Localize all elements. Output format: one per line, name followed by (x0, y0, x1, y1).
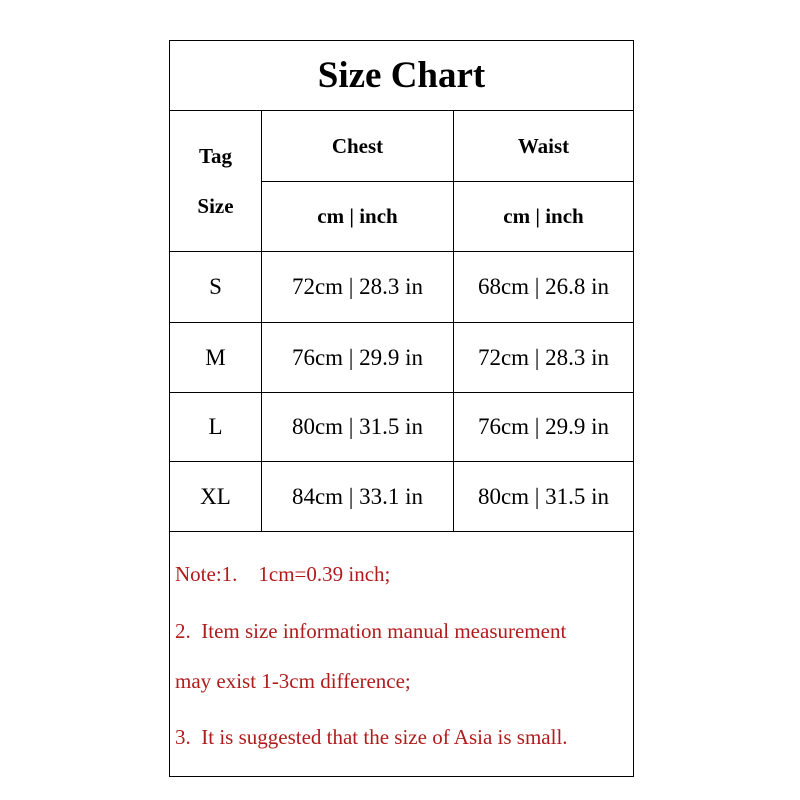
note-line-2: 2. Item size information manual measurement (175, 619, 567, 643)
waist-cell-s: 68cm | 26.8 in (477, 274, 610, 299)
note-line-3: may exist 1-3cm difference; (175, 669, 411, 693)
size-cell-m: M (205, 344, 226, 370)
waist-cell-xl: 80cm | 31.5 in (477, 483, 610, 509)
waist-unit-header: cm | inch (503, 204, 584, 228)
size-cell-s: S (209, 274, 222, 299)
chart-title: Size Chart (170, 41, 633, 111)
chest-cell-s: 72cm | 28.3 in (291, 274, 424, 299)
waist-cell-m: 72cm | 28.3 in (477, 344, 610, 370)
size-cell-xl: XL (200, 483, 231, 509)
size-cell-l: L (208, 414, 223, 439)
note-line-4: 3. It is suggested that the size of Asia is small. (175, 725, 568, 749)
chest-cell-l: 80cm | 31.5 in (291, 414, 424, 439)
chest-unit-header: cm | inch (317, 204, 398, 228)
size-chart-table (169, 40, 634, 777)
tag-label-line1: Tag (198, 144, 233, 168)
waist-cell-l: 76cm | 29.9 in (477, 414, 610, 439)
waist-header: Waist (517, 133, 570, 158)
chest-cell-xl: 84cm | 33.1 in (291, 483, 424, 509)
divider-row-xl (170, 531, 633, 532)
note-line-1: Note:1. 1cm=0.39 inch; (175, 562, 391, 586)
chest-cell-m: 76cm | 29.9 in (291, 344, 424, 370)
tag-label (170, 111, 261, 251)
chest-header: Chest (331, 133, 384, 158)
tag-label-line2: Size (197, 194, 234, 218)
